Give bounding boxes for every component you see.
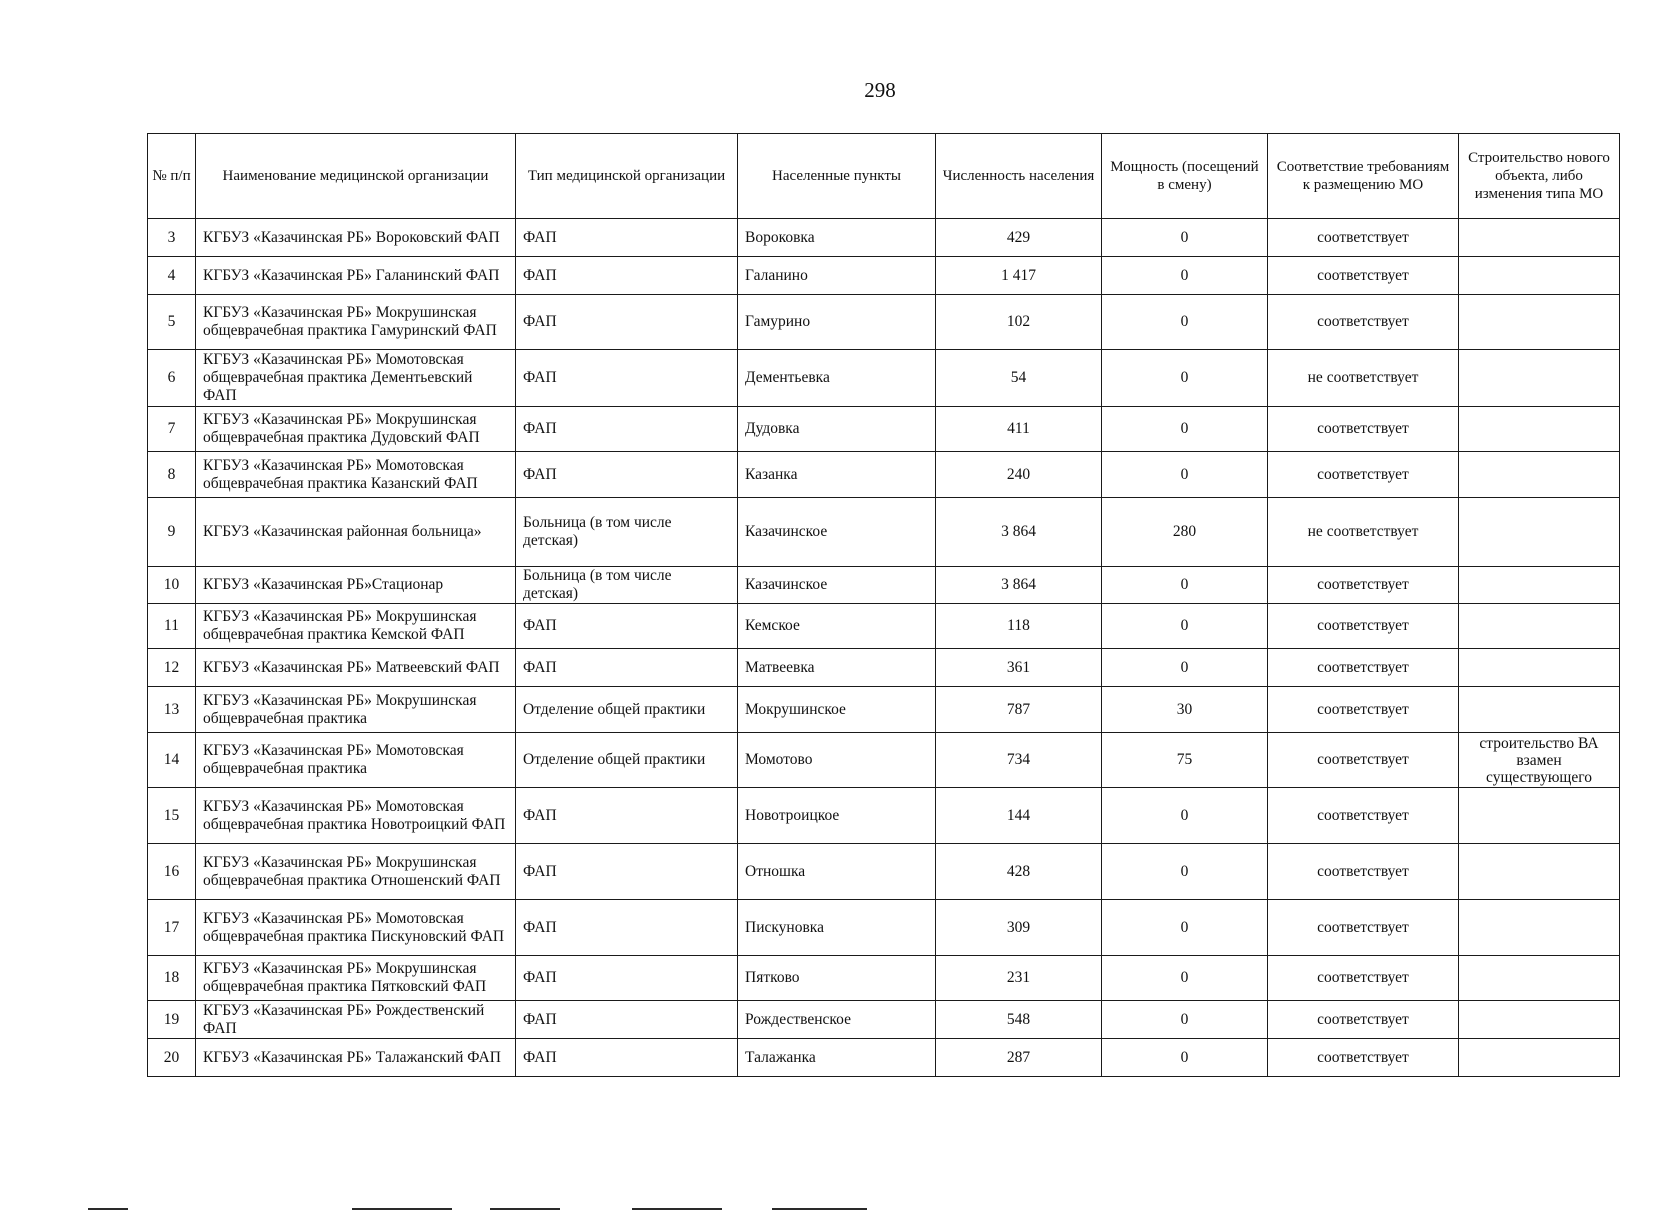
locality-cell: Рождественское: [738, 1001, 936, 1039]
table-row: [148, 1001, 1620, 1039]
compliance-cell: не соответствует: [1268, 498, 1459, 567]
capacity-cell: 0: [1102, 257, 1268, 295]
row-number-cell: 15: [148, 788, 196, 844]
locality-cell: Талажанка: [738, 1039, 936, 1077]
locality-cell: Галанино: [738, 257, 936, 295]
population-cell: 3 864: [936, 567, 1102, 604]
construction-cell: [1459, 788, 1620, 844]
table-row: [148, 604, 1620, 649]
capacity-cell: 0: [1102, 900, 1268, 956]
row-number-cell: 16: [148, 844, 196, 900]
capacity-cell: 0: [1102, 604, 1268, 649]
compliance-cell: соответствует: [1268, 733, 1459, 788]
locality-cell: Казачинское: [738, 498, 936, 567]
construction-cell: [1459, 649, 1620, 687]
capacity-cell: 0: [1102, 1001, 1268, 1039]
header-row: [148, 134, 1620, 219]
population-cell: 734: [936, 733, 1102, 788]
locality-cell: Мокрушинское: [738, 687, 936, 733]
organization-type-cell: ФАП: [516, 604, 738, 649]
organization-type-cell: Отделение общей практики: [516, 687, 738, 733]
organization-type-cell: ФАП: [516, 1001, 738, 1039]
capacity-cell: 0: [1102, 219, 1268, 257]
organization-name-cell: КГБУЗ «Казачинская РБ» Талажанский ФАП: [196, 1039, 516, 1077]
organization-name-cell: КГБУЗ «Казачинская РБ» Мокрушинская общеврачебная практика Пятковский ФАП: [196, 956, 516, 1001]
organization-type-cell: ФАП: [516, 219, 738, 257]
header-population: Численность населения: [936, 134, 1102, 219]
row-number-cell: 6: [148, 350, 196, 407]
construction-cell: [1459, 1039, 1620, 1077]
row-number-cell: 4: [148, 257, 196, 295]
population-cell: 3 864: [936, 498, 1102, 567]
compliance-cell: соответствует: [1268, 257, 1459, 295]
row-number-cell: 19: [148, 1001, 196, 1039]
organization-type-cell: ФАП: [516, 1039, 738, 1077]
table-row: [148, 452, 1620, 498]
organization-name-cell: КГБУЗ «Казачинская РБ» Мокрушинская общеврачебная практика Кемской ФАП: [196, 604, 516, 649]
organization-type-cell: ФАП: [516, 295, 738, 350]
construction-cell: [1459, 567, 1620, 604]
compliance-cell: соответствует: [1268, 604, 1459, 649]
compliance-cell: соответствует: [1268, 295, 1459, 350]
row-number-cell: 13: [148, 687, 196, 733]
row-number-cell: 8: [148, 452, 196, 498]
locality-cell: Кемское: [738, 604, 936, 649]
table-row: [148, 498, 1620, 567]
table-body: [148, 219, 1620, 1077]
compliance-cell: соответствует: [1268, 900, 1459, 956]
organization-name-cell: КГБУЗ «Казачинская РБ»Стационар: [196, 567, 516, 604]
population-cell: 1 417: [936, 257, 1102, 295]
construction-cell: [1459, 844, 1620, 900]
organization-type-cell: Отделение общей практики: [516, 733, 738, 788]
row-number-cell: 5: [148, 295, 196, 350]
organization-name-cell: КГБУЗ «Казачинская районная больница»: [196, 498, 516, 567]
construction-cell: строительство ВА взамен существующего: [1459, 733, 1620, 788]
capacity-cell: 0: [1102, 350, 1268, 407]
organization-name-cell: КГБУЗ «Казачинская РБ» Галанинский ФАП: [196, 257, 516, 295]
capacity-cell: 0: [1102, 956, 1268, 1001]
population-cell: 287: [936, 1039, 1102, 1077]
capacity-cell: 0: [1102, 1039, 1268, 1077]
organization-type-cell: Больница (в том числе детская): [516, 498, 738, 567]
organization-type-cell: ФАП: [516, 452, 738, 498]
capacity-cell: 75: [1102, 733, 1268, 788]
capacity-cell: 0: [1102, 452, 1268, 498]
locality-cell: Матвеевка: [738, 649, 936, 687]
locality-cell: Дудовка: [738, 407, 936, 452]
organization-type-cell: ФАП: [516, 407, 738, 452]
row-number-cell: 12: [148, 649, 196, 687]
row-number-cell: 10: [148, 567, 196, 604]
construction-cell: [1459, 407, 1620, 452]
locality-cell: Отношка: [738, 844, 936, 900]
locality-cell: Пятково: [738, 956, 936, 1001]
organization-type-cell: ФАП: [516, 350, 738, 407]
construction-cell: [1459, 604, 1620, 649]
population-cell: 118: [936, 604, 1102, 649]
construction-cell: [1459, 956, 1620, 1001]
organization-type-cell: ФАП: [516, 900, 738, 956]
table-row: [148, 350, 1620, 407]
construction-cell: [1459, 295, 1620, 350]
locality-cell: Казачинское: [738, 567, 936, 604]
table-row: [148, 1039, 1620, 1077]
row-number-cell: 7: [148, 407, 196, 452]
organization-type-cell: ФАП: [516, 788, 738, 844]
medical-organizations-table: [147, 133, 1620, 1077]
compliance-cell: соответствует: [1268, 687, 1459, 733]
capacity-cell: 0: [1102, 407, 1268, 452]
row-number-cell: 11: [148, 604, 196, 649]
table-row: [148, 687, 1620, 733]
table-row: [148, 567, 1620, 604]
capacity-cell: 0: [1102, 649, 1268, 687]
organization-name-cell: КГБУЗ «Казачинская РБ» Момотовская общеврачебная практика Дементьевский ФАП: [196, 350, 516, 407]
compliance-cell: не соответствует: [1268, 350, 1459, 407]
row-number-cell: 17: [148, 900, 196, 956]
locality-cell: Дементьевка: [738, 350, 936, 407]
population-cell: 429: [936, 219, 1102, 257]
compliance-cell: соответствует: [1268, 649, 1459, 687]
capacity-cell: 0: [1102, 295, 1268, 350]
population-cell: 787: [936, 687, 1102, 733]
table-row: [148, 788, 1620, 844]
row-number-cell: 18: [148, 956, 196, 1001]
header-type: Тип медицинской организации: [516, 134, 738, 219]
compliance-cell: соответствует: [1268, 844, 1459, 900]
population-cell: 309: [936, 900, 1102, 956]
population-cell: 144: [936, 788, 1102, 844]
population-cell: 361: [936, 649, 1102, 687]
population-cell: 411: [936, 407, 1102, 452]
table-row: [148, 649, 1620, 687]
construction-cell: [1459, 1001, 1620, 1039]
header-compliance: Соответствие требованиям к размещению МО: [1268, 134, 1459, 219]
compliance-cell: соответствует: [1268, 219, 1459, 257]
header-locality: Населенные пункты: [738, 134, 936, 219]
table-header: [148, 134, 1620, 219]
organization-name-cell: КГБУЗ «Казачинская РБ» Момотовская общеврачебная практика Новотроицкий ФАП: [196, 788, 516, 844]
organization-name-cell: КГБУЗ «Казачинская РБ» Мокрушинская общеврачебная практика Гамуринский ФАП: [196, 295, 516, 350]
locality-cell: Момотово: [738, 733, 936, 788]
row-number-cell: 14: [148, 733, 196, 788]
population-cell: 231: [936, 956, 1102, 1001]
compliance-cell: соответствует: [1268, 1039, 1459, 1077]
locality-cell: Новотроицкое: [738, 788, 936, 844]
row-number-cell: 9: [148, 498, 196, 567]
organization-type-cell: ФАП: [516, 844, 738, 900]
organization-type-cell: ФАП: [516, 649, 738, 687]
organization-name-cell: КГБУЗ «Казачинская РБ» Мокрушинская общеврачебная практика Отношенский ФАП: [196, 844, 516, 900]
table-row: [148, 219, 1620, 257]
population-cell: 428: [936, 844, 1102, 900]
table-row: [148, 733, 1620, 788]
organization-name-cell: КГБУЗ «Казачинская РБ» Момотовская общеврачебная практика Пискуновский ФАП: [196, 900, 516, 956]
table-row: [148, 407, 1620, 452]
page-number: 298: [864, 78, 896, 102]
construction-cell: [1459, 687, 1620, 733]
population-cell: 54: [936, 350, 1102, 407]
population-cell: 102: [936, 295, 1102, 350]
locality-cell: Пискуновка: [738, 900, 936, 956]
organization-name-cell: КГБУЗ «Казачинская РБ» Вороковский ФАП: [196, 219, 516, 257]
organization-name-cell: КГБУЗ «Казачинская РБ» Момотовская общеврачебная практика: [196, 733, 516, 788]
locality-cell: Казанка: [738, 452, 936, 498]
compliance-cell: соответствует: [1268, 407, 1459, 452]
organization-name-cell: КГБУЗ «Казачинская РБ» Момотовская общеврачебная практика Казанский ФАП: [196, 452, 516, 498]
capacity-cell: 0: [1102, 567, 1268, 604]
organization-name-cell: КГБУЗ «Казачинская РБ» Мокрушинская общеврачебная практика Дудовский ФАП: [196, 407, 516, 452]
organization-name-cell: КГБУЗ «Казачинская РБ» Мокрушинская общеврачебная практика: [196, 687, 516, 733]
organization-name-cell: КГБУЗ «Казачинская РБ» Матвеевский ФАП: [196, 649, 516, 687]
compliance-cell: соответствует: [1268, 788, 1459, 844]
organization-name-cell: КГБУЗ «Казачинская РБ» Рождественский ФАП: [196, 1001, 516, 1039]
compliance-cell: соответствует: [1268, 567, 1459, 604]
table-row: [148, 900, 1620, 956]
header-capacity: Мощность (посещений в смену): [1102, 134, 1268, 219]
header-name: Наименование медицинской организации: [196, 134, 516, 219]
population-cell: 240: [936, 452, 1102, 498]
construction-cell: [1459, 452, 1620, 498]
capacity-cell: 280: [1102, 498, 1268, 567]
compliance-cell: соответствует: [1268, 1001, 1459, 1039]
organization-type-cell: Больница (в том числе детская): [516, 567, 738, 604]
organization-type-cell: ФАП: [516, 956, 738, 1001]
construction-cell: [1459, 900, 1620, 956]
table-row: [148, 844, 1620, 900]
organization-type-cell: ФАП: [516, 257, 738, 295]
table-row: [148, 257, 1620, 295]
header-construction: Строительство нового объекта, либо изменения типа МО: [1459, 134, 1620, 219]
construction-cell: [1459, 219, 1620, 257]
header-num: № п/п: [148, 134, 196, 219]
table-row: [148, 956, 1620, 1001]
construction-cell: [1459, 498, 1620, 567]
capacity-cell: 0: [1102, 844, 1268, 900]
row-number-cell: 3: [148, 219, 196, 257]
compliance-cell: соответствует: [1268, 452, 1459, 498]
population-cell: 548: [936, 1001, 1102, 1039]
locality-cell: Вороковка: [738, 219, 936, 257]
locality-cell: Гамурино: [738, 295, 936, 350]
table-row: [148, 295, 1620, 350]
row-number-cell: 20: [148, 1039, 196, 1077]
compliance-cell: соответствует: [1268, 956, 1459, 1001]
capacity-cell: 0: [1102, 788, 1268, 844]
construction-cell: [1459, 257, 1620, 295]
construction-cell: [1459, 350, 1620, 407]
capacity-cell: 30: [1102, 687, 1268, 733]
